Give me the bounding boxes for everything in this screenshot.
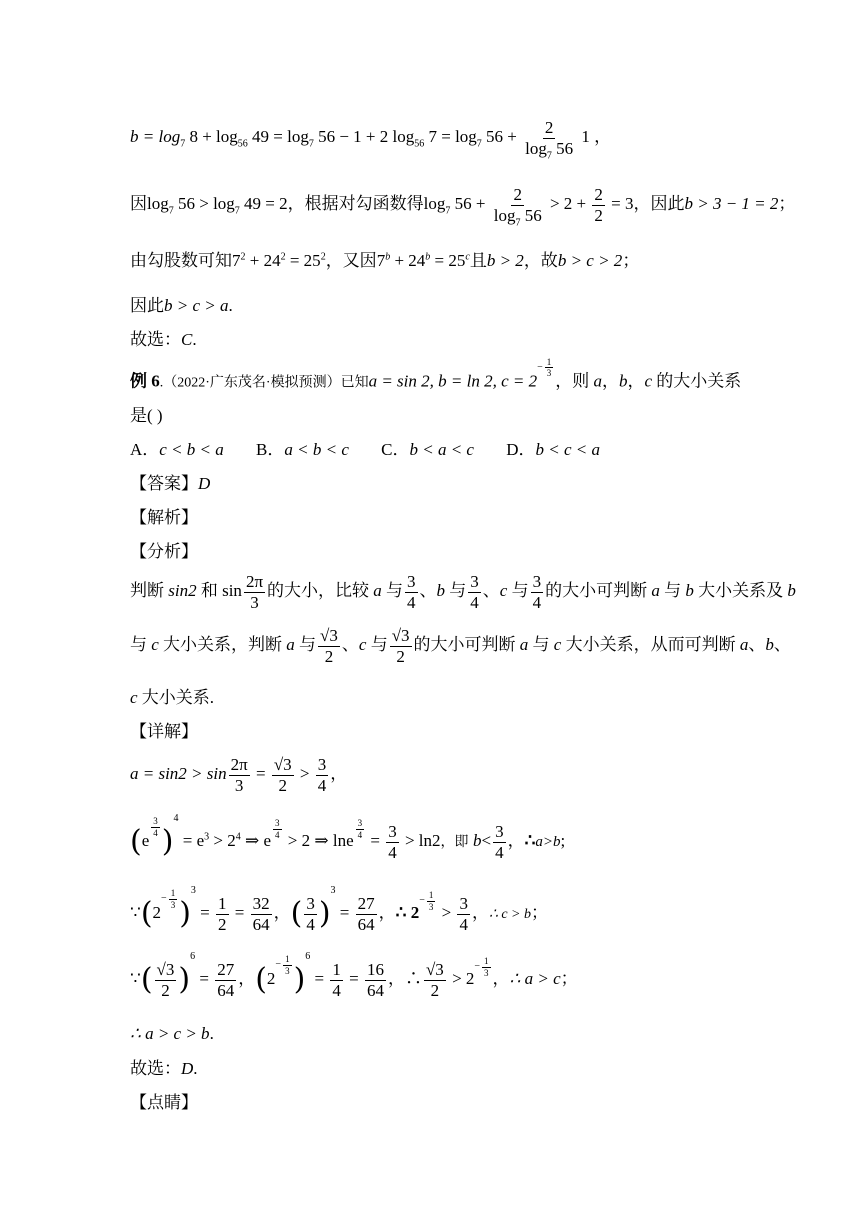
- detail-step-3: ∵(2 $^{- \frac{1}{3}}$ )$^3$ = $\frac{1}{2}$ = $\frac{32}{64}$ ，( $\frac{3}{4}$ )$^3$ = $\frac{27}{64}$ ，∴ 2 $^{- \frac{1}{3}}$ > $\frac{3}{4}$ ，∴ c > b；: [130, 885, 549, 934]
- equation-b-log: $b = \log_7 8 + \log_{56} 49 = \log_7 56 - 1 + 2$ $\log_{56} 7 = \log_7 56$ + $\frac{2}{\log_7 56}$ 1 ，: [130, 118, 612, 161]
- detail-step-2: (e $^{\frac{3}{4}}$ )$^4 = e^3 > 2^4$ ⇒ e $^{\frac{3}{4}}$ > 2 ⇒ lne $^{\frac{3}{4}}$ = $\frac{3}{4}$ > ln2，即 b< $\frac{3}{4}$ ，∴a>b;: [130, 813, 566, 862]
- option-c[interactable]: C．b < a < c: [381, 440, 474, 459]
- pythagorean-line: 由勾股数可知$7^2 + 24^2 = 25^2$，又因$7^b + 24^b = 25^c$且b > 2，故b > c > 2；: [130, 251, 640, 270]
- heading-breakdown: 【分析】: [130, 542, 198, 561]
- detail-step-4: ∵( $\frac{√3}{2}$ )$^6$ = $\frac{27}{64}$ ，(2 $^{- \frac{1}{3}}$ )$^6$ = $\frac{1}{4}$ = $\frac{16}{64}$ ，∴ $\frac{√3}{2}$ > 2 $^{- \frac{1}{3}}$ ，∴ a > c；: [130, 951, 578, 1000]
- heading-comments: 【点睛】: [130, 1093, 198, 1112]
- option-b[interactable]: B．a < b < c: [256, 440, 349, 459]
- detail-choice: 故选：D.: [130, 1059, 198, 1078]
- detail-step-1: a = sin2 > sin $\frac{2\pi}{3}$ = $\frac{√3}{2}$ > $\frac{3}{4}$ ，: [130, 755, 348, 795]
- conclusion-line: 因此b > c > a.: [130, 296, 233, 315]
- fraction: $\frac{2}{\log_7 56}$: [525, 118, 574, 161]
- fraction: $\frac{2}{\log_7 56}$: [493, 185, 542, 228]
- example-6-title: 例 6.（2022·广东茂名·模拟预测）已知a = sin 2, b = ln 2, c = 2 $^{- \frac{1}{3}}$ ，则 a，b，c 的大小关系: [130, 357, 742, 391]
- example-6-question-end: 是( ): [130, 406, 163, 425]
- option-d[interactable]: D．b < c < a: [506, 440, 600, 459]
- answer-line: 【答案】D: [130, 474, 211, 493]
- options-row: [130, 441, 600, 458]
- heading-details: 【详解】: [130, 722, 198, 741]
- analysis-paragraph-line-3: c 大小关系.: [130, 688, 215, 707]
- reason-line: 因$\log_7 56 > \log_7 49 = 2$，根据对勾函数得$\log_7 56$ + $\frac{2}{\log_7 56}$ > 2 + $\frac{2}{2}$ = 3，因此b > 3 − 1 = 2；: [130, 185, 796, 228]
- option-a[interactable]: A．c < b < a: [130, 440, 224, 459]
- detail-step-5: ∴ a > c > b.: [130, 1024, 214, 1043]
- heading-analysis: 【解析】: [130, 508, 198, 527]
- choice-line: 故选：C.: [130, 330, 197, 349]
- analysis-paragraph-line-1: 判断 sin2 和 sin $\frac{2\pi}{3}$ 的大小，比较 a 与 $\frac{3}{4}$ 、b 与 $\frac{3}{4}$ 、c 与 $\frac{3}{4}$ 的大小可判断 a 与 b 大小关系及 b: [130, 572, 796, 612]
- fraction: $\frac{2}{2}$: [594, 185, 603, 225]
- analysis-paragraph-line-2: 与 c 大小关系，判断 a 与 $\frac{√3}{2}$ 、c 与 $\frac{√3}{2}$ 的大小可判断 a 与 c 大小关系，从而可判断 a、b、: [130, 626, 791, 666]
